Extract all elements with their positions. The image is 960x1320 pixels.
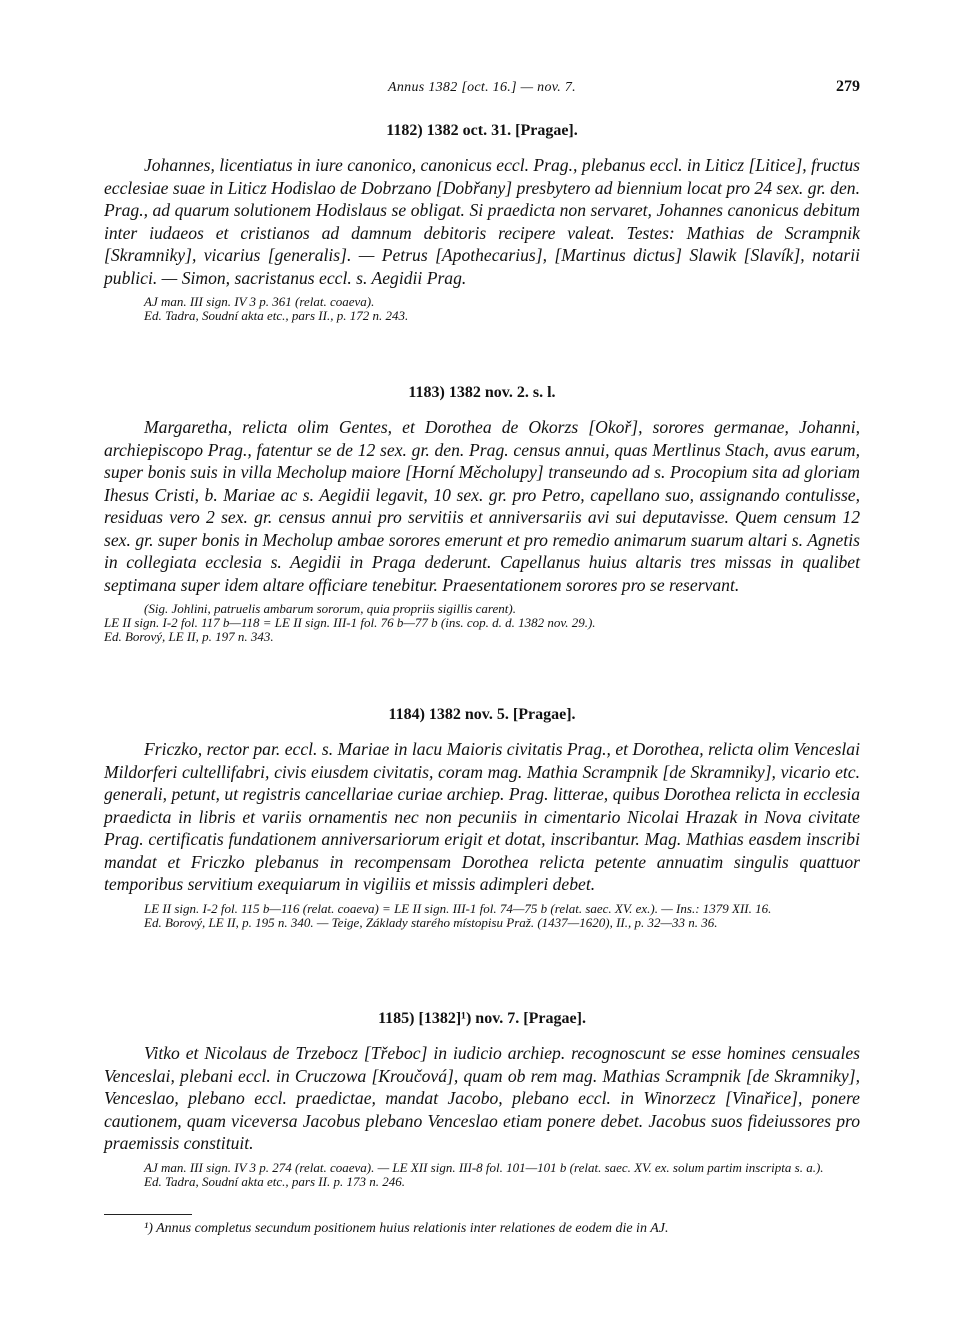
entry-text: Friczko, rector par. eccl. s. Mariae in lacu Maioris civitatis Prag., et Dorothea, relicta olim Venceslai Mildorferi cultellifabri, civis eiusdem civitatis, coram mag. Mathia Scrampnik [de Skramniky], vicario etc. generali, petunt, ut registris cancellariae curiae archiep. Prag. litterae, quibus Dorothea relicta in ecclesia praedicta in libris et variis ornamentis nec non pecuniis in cimentario Nicolai Hrazak in Nova civitate Prag. certificatis fundationem anniversariorum erigit et dotat, inscribantur. Mag. Mathias easdem inscribi mandat et Friczko plebanus in recompensam Dorothea relicta petente annuatim singulis quattuor temporibus servitium exequiarum in vigiliis et missis adimpleri debet. [104,739,860,894]
entry-1184 [104,706,860,930]
note-line: AJ man. III sign. IV 3 p. 274 (relat. coaeva). — LE XII sign. III-8 fol. 101—101 b (relat. saec. XV. ex. solum partim inscripta s. a.). [144,1159,824,1175]
entry-heading: 1182) 1382 oct. 31. [Pragae]. [386,122,578,139]
entry-notes [104,902,860,930]
entry-text: Johannes, licentiatus in iure canonico, canonicus eccl. Prag., plebanus eccl. in Liticz [Litice], fructus ecclesiae suae in Liticz Hodislao de Dobrzano [Dobřany] presbytero ad biennium locat pro 24 sex. gr. den. Prag., ad quarum solutionem Hodislaus se obligat. Si praedicta non servaret, Johannes canonicus debitum inter iudaeos et cristianos ad damnum debitoris recipere valeat. Testes: Mathias de Scrampnik [Skramniky], vicarius [generalis]. — Petrus [Apothecarius], [Martinus dictus] Slawik [Slavík], notarii publici. — Simon, sacristanus eccl. s. Aegidii Prag. [104,155,860,288]
entry-notes [104,1161,860,1189]
entry-heading: 1183) 1382 nov. 2. s. l. [408,384,556,401]
note-line: Ed. Borový, LE II, p. 195 n. 340. — Teige, Základy starého místopisu Praž. (1437—1620), II., p. 32—33 n. 36. [144,914,718,930]
entry-1182 [104,122,860,323]
note-line: Ed. Borový, LE II, p. 197 n. 343. [104,629,274,644]
page-number: 279 [836,78,860,95]
note-line: LE II sign. I-2 fol. 115 b—116 (relat. coaeva) = LE II sign. III-1 fol. 74—75 b (relat. saec. XV. ex.). — Ins.: 1379 XII. 16. [144,900,772,916]
entry-notes [104,295,860,323]
running-head [104,80,860,104]
entry-heading: 1185) [1382]¹) nov. 7. [Pragae]. [378,1010,586,1027]
footnote: ¹) Annus completus secundum positionem huius relationis inter relationes de eodem die in AJ. [144,1221,669,1236]
note-line: Ed. Tadra, Soudní akta etc., pars II. p. 173 n. 246. [144,1173,405,1189]
entry-1185 [104,1010,860,1189]
entry-text: Vitko et Nicolaus de Trzebocz [Třeboc] in iudicio archiep. recognoscunt se esse homines censuales Venceslai, plebani eccl. in Cruczowa [Kroučová], quam ob rem mag. Mathias Scrampnik [de Skramniky], Venceslao, plebano eccl. praedictae, mandat Jacobo, plebano eccl. in Winorzecz [Vinařice], ponere cautionem, quam viceversa Jacobus plebano Venceslao etiam ponere debet. Jacobus suos fideiussores pro praemissis constituit. [104,1043,860,1153]
running-title: Annus 1382 [oct. 16.] — nov. 7. [388,80,576,95]
note-line: (Sig. Johlini, patruelis ambarum sororum, quia propriis sigillis carent). [144,601,516,616]
note-line: AJ man. III sign. IV 3 p. 361 (relat. coaeva). [144,294,375,309]
note-line: Ed. Tadra, Soudní akta etc., pars II., p. 172 n. 243. [144,308,409,323]
note-line: LE II sign. I-2 fol. 117 b—118 = LE II sign. III-1 fol. 76 b—77 b (ins. cop. d. d. 1382 nov. 29.). [104,615,596,630]
entry-notes [104,602,860,644]
entry-text: Margaretha, relicta olim Gentes, et Dorothea de Okorzs [Okoř], sorores germanae, Johanni, archiepiscopo Prag., fatentur se de 12 sex. gr. den. Prag. census annui, quas Mertlinus Stach, avus earum, super bonis suis in villa Mecholup maiore [Horní Měcholupy] transeundo ad s. Procopium sita ad gloriam Ihesus Cristi, b. Mariae ac s. Aegidii legavit, 10 sex. gr. pro Petro, capellano suo, assignando contulisse, residuas vero 2 sex. gr. census annui pro servitiis et anniversariis avi sui deputavisse. Quem censum 12 sex. gr. super bonis in Mecholup ambae sorores emerunt et pro remedio animarum suarum altari s. Agnetis in collegiata ecclesia s. Aegidii in Praga dederunt. Capellanus huius altaris tres missas in qualibet septimana super idem altare officiare tenebitur. Praesentationem sorores pro se reservant. [104,417,860,595]
footnote-rule [104,1214,192,1215]
entry-1183 [104,384,860,644]
entry-heading: 1184) 1382 nov. 5. [Pragae]. [388,706,576,723]
